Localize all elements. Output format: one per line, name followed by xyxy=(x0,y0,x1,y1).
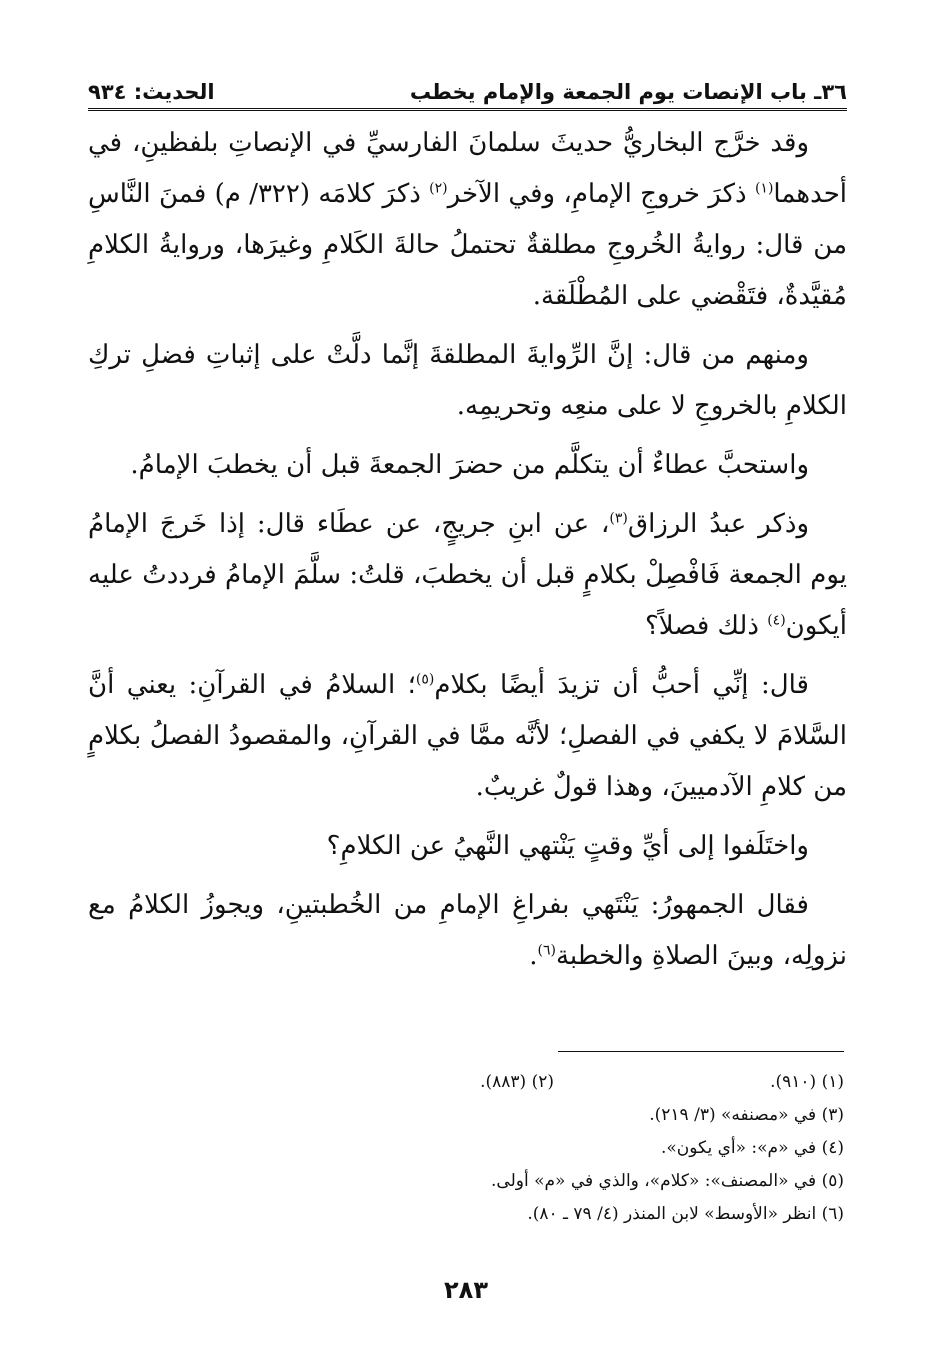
footnote: (٦) انظر «الأوسط» لابن المنذر (٤/ ٧٩ ـ ٨٠). xyxy=(527,1204,844,1224)
footnote-ref[interactable]: (٣) xyxy=(609,510,628,527)
paragraph: ومنهم من قال: إنَّ الرِّوايةَ المطلقةَ إنَّما دلَّتْ على إثباتِ فضلِ تركِ الكلامِ بالخروجِ لا على منعِه وتحريمِه. xyxy=(88,340,847,421)
footnote: (٤) في «م»: «أي يكون». xyxy=(660,1138,844,1158)
chapter-title: ٣٦ـ باب الإنصات يوم الجمعة والإمام يخطب xyxy=(409,80,847,104)
footnote-ref[interactable]: (١) xyxy=(754,180,774,197)
hadith-number: الحديث: ٩٣٤ xyxy=(88,80,215,104)
paragraph: وذكر عبدُ الرزاق$^{(٣)}$، عن ابنِ جريجٍ، عن عطَاء قال: إذا خَرجَ الإمامُ يوم الجمعة فَافْصِلْ بكلامٍ قبل أن يخطبَ، قلتُ: سلَّمَ الإمامُ فرددتُ عليه أيكون$^{(٤)}$ ذلك فصلاً؟ xyxy=(88,509,847,641)
main-text xyxy=(88,118,847,990)
running-header xyxy=(88,60,847,111)
paragraph: وقد خرَّج البخاريُّ حديثَ سلمانَ الفارسيِّ في الإنصاتِ بلفظينِ، في أحدهما$^{(١)}$ ذكرَ خروجِ الإمامِ، وفي الآخر$^{(٢)}$ ذكرَ كلامَه (٣٢٢/ م) فمنَ النَّاسِ من قال: روايةُ الخُروجِ مطلقةٌ تحتملُ حالةَ الكَلامِ وغيرَها، وروايةُ الكلامِ مُقيَّدةٌ، فتَقْضي على المُطْلَقة. xyxy=(88,128,848,311)
paragraph: واختَلَفوا إلى أيِّ وقتٍ يَنْتهي النَّهيُ عن الكلامِ؟ xyxy=(326,831,809,861)
footnote-ref[interactable]: (٤) xyxy=(767,612,786,629)
paragraph: واستحبَّ عطاءٌ أن يتكلَّم من حضرَ الجمعةَ قبل أن يخطبَ الإمامُ. xyxy=(130,450,809,480)
footnotes xyxy=(380,1066,844,1231)
footnote-ref[interactable]: (٥) xyxy=(415,671,435,688)
paragraph: قال: إنِّي أحبُّ أن تزيدَ أيضًا بكلام$^{(٥)}$؛ السلامُ في القرآنِ: يعني أنَّ السَّلامَ لا يكفي في الفصلِ؛ لأنَّه ممَّا في القرآنِ، والمقصودُ الفصلُ بكلامٍ من كلامِ الآدميينَ، وهذا قولٌ غريبٌ. xyxy=(88,670,847,802)
footnote-ref[interactable]: (٢) xyxy=(429,180,448,197)
footnote: (٥) في «المصنف»: «كلام»، والذي في «م» أولى. xyxy=(491,1171,844,1191)
footnote: (١) (٩١٠). (٢) (٨٨٣). xyxy=(480,1072,844,1092)
paragraph: فقال الجمهورُ: يَنْتَهي بفراغِ الإمامِ من الخُطبتينِ، ويجوزُ الكلامُ مع نزولِه، وبينَ الصلاةِ والخطبة$^{(٦)}$. xyxy=(88,890,847,971)
footnote: (٣) في «مصنفه» (٣/ ٢١٩). xyxy=(649,1105,844,1125)
page-number: ٢٨٣ xyxy=(444,1276,488,1304)
footnote-ref[interactable]: (٦) xyxy=(537,942,556,959)
footnote-separator xyxy=(558,1051,844,1052)
